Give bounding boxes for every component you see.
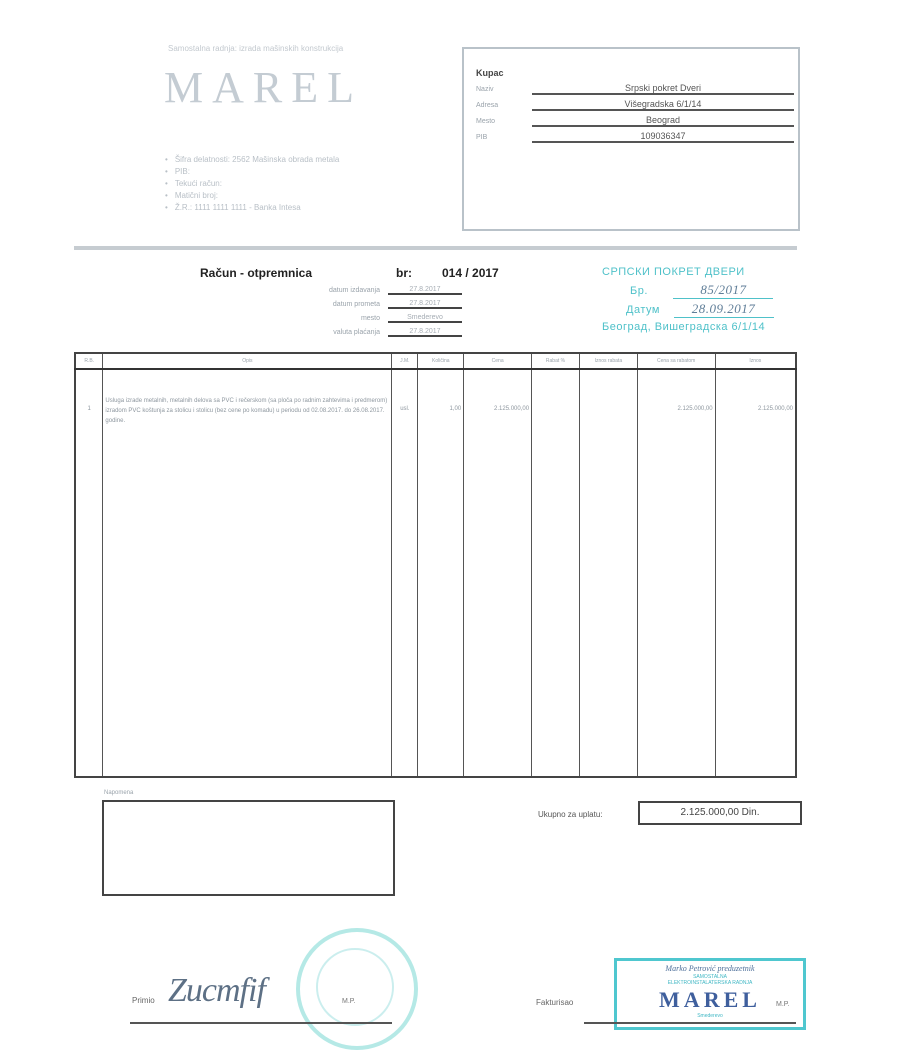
date-issued-label: datum izdavanja <box>329 287 380 294</box>
table-header: Iznos <box>715 353 796 369</box>
marel-stamp-line1: Marko Petrović preduzetnik <box>665 964 755 973</box>
company-info-line: • Ž.R.: 1111 1111 1111 - Banka Intesa <box>165 202 339 214</box>
company-logo: MAREL <box>164 63 363 112</box>
place: Smederevo <box>388 314 462 323</box>
received-stamp-org: СРПСКИ ПОКРЕТ ДВЕРИ <box>602 266 745 278</box>
table-header: Rabat % <box>532 353 580 369</box>
received-stamp <box>602 264 774 336</box>
cell-rabat <box>532 369 580 777</box>
cell-iznos: 2.125.000,00 <box>715 369 796 777</box>
cell-cena: 2.125.000,00 <box>464 369 532 777</box>
table-row <box>75 369 796 777</box>
handwritten-signature: Zucmfif <box>168 972 265 1009</box>
total-label: Ukupno za uplatu: <box>538 810 603 819</box>
total-value: 2.125.000,00 Din. <box>638 801 802 825</box>
table-header-row <box>75 353 796 369</box>
company-info-line: • Matični broj: <box>165 190 339 202</box>
company-info-line: • PIB: <box>165 166 339 178</box>
place-label: mesto <box>360 315 380 322</box>
mp-right: M.P. <box>776 1001 790 1008</box>
company-info-line: • Tekući račun: <box>165 178 339 190</box>
mp-left: M.P. <box>342 998 356 1005</box>
cell-iznos-rabata <box>579 369 637 777</box>
invoice-title: Račun - otpremnica <box>200 266 313 280</box>
table-header: Količina <box>418 353 464 369</box>
issued-label: Fakturisao <box>536 998 574 1007</box>
received-label: Primio <box>132 996 155 1005</box>
table-header: R.B. <box>75 353 103 369</box>
customer-address: Višegradska 6/1/14 <box>532 99 794 111</box>
received-stamp-city: Београд, Вишеградска 6/1/14 <box>602 321 766 333</box>
customer-name-label: Naziv <box>476 86 494 93</box>
header-divider <box>74 246 797 250</box>
customer-pib: 109036347 <box>532 131 794 143</box>
issued-signature-line <box>584 1022 796 1024</box>
received-stamp-br-row <box>602 281 774 300</box>
marel-stamp <box>614 958 806 1030</box>
notes-box <box>102 800 395 896</box>
cell-kolicina: 1,00 <box>418 369 464 777</box>
cell-opis: Usluga izrade metalnih, metalnih delova sa PVC i rečerskom (sa ploča po radnim zahtevima i predmerom) izradom PVC koštunja za stolicu i stolicu (bez cene po komadu) u periodu od 02.08.2017. do 26.08.2017. godine. <box>103 369 392 777</box>
round-seal-inner <box>316 948 394 1026</box>
received-stamp-date-value: 28.09.2017 <box>674 300 774 318</box>
items-table <box>74 352 797 778</box>
table-header: J.M. <box>392 353 418 369</box>
received-stamp-date-row <box>602 300 774 319</box>
invoice-number: 014 / 2017 <box>442 266 499 280</box>
date-traffic-label: datum prometa <box>332 301 380 308</box>
valuta-label: valuta plaćanja <box>333 329 380 336</box>
marel-stamp-logo: MAREL <box>659 987 761 1012</box>
received-stamp-br-label: Бр. <box>630 285 648 297</box>
date-issued: 27.8.2017 <box>388 286 462 295</box>
customer-name: Srpski pokret Dveri <box>532 83 794 95</box>
marel-stamp-line4: Smederevo <box>697 1013 723 1019</box>
notes-label: Napomena <box>104 790 134 796</box>
received-signature-line <box>130 1022 392 1024</box>
marel-stamp-line2: SAMOSTALNA <box>693 974 727 980</box>
company-tagline: Samostalna radnja: izrada mašinskih konstrukcija <box>168 44 344 53</box>
date-traffic: 27.8.2017 <box>388 300 462 309</box>
company-info-line: • Šifra delatnosti: 2562 Mašinska obrada metala <box>165 154 339 166</box>
customer-address-label: Adresa <box>476 102 499 109</box>
cell-rb: 1 <box>75 369 103 777</box>
marel-stamp-line3: ELEKTROINSTALATERSKA RADNJA <box>667 980 753 986</box>
customer-pib-label: PIB <box>476 134 488 141</box>
cell-cena-sa-rabatom: 2.125.000,00 <box>637 369 715 777</box>
customer-title: Kupac <box>476 68 504 78</box>
table-header: Iznos rabata <box>579 353 637 369</box>
valuta: 27.8.2017 <box>388 328 462 337</box>
received-stamp-date-label: Датум <box>626 304 660 316</box>
cell-jm: usl. <box>392 369 418 777</box>
company-info-list <box>165 154 339 214</box>
received-stamp-br-value: 85/2017 <box>673 281 773 299</box>
customer-city: Beograd <box>532 115 794 127</box>
table-header: Opis <box>103 353 392 369</box>
table-header: Cena sa rabatom <box>637 353 715 369</box>
table-header: Cena <box>464 353 532 369</box>
invoice-br-label: br: <box>396 266 412 280</box>
customer-city-label: Mesto <box>476 118 496 125</box>
